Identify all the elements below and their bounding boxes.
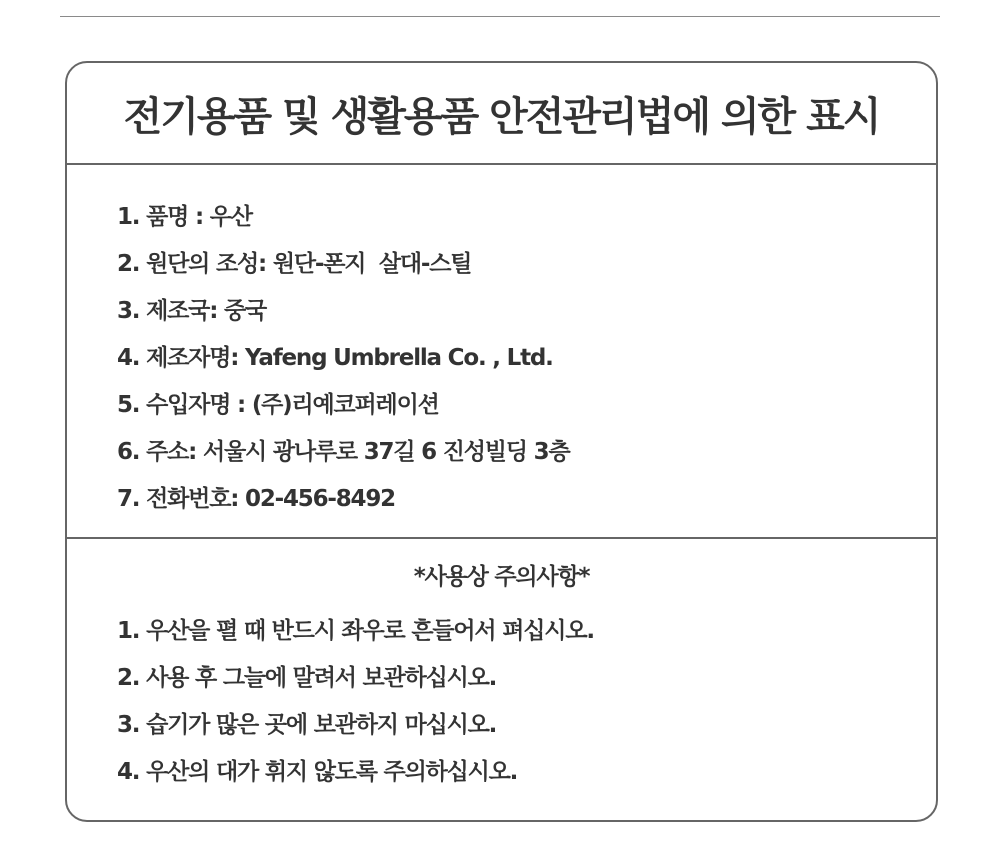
info-item-material: 2. 원단의 조성: 원단-폰지 살대-스틸	[117, 251, 472, 277]
info-item-phone: 7. 전화번호: 02-456-8492	[117, 486, 395, 512]
info-item-product-name: 1. 품명 : 우산	[117, 204, 252, 230]
top-divider-line	[60, 16, 940, 17]
product-info-list	[117, 194, 569, 523]
caution-item: 3. 습기가 많은 곳에 보관하지 마십시오.	[117, 712, 497, 738]
caution-item: 2. 사용 후 그늘에 말려서 보관하십시오.	[117, 665, 497, 691]
info-item-country: 3. 제조국: 중국	[117, 298, 267, 324]
caution-heading: *사용상 주의사항*	[413, 564, 590, 590]
title-divider	[65, 163, 938, 165]
label-title-row	[67, 63, 936, 164]
safety-label-box	[65, 61, 938, 822]
info-item-manufacturer: 4. 제조자명: Yafeng Umbrella Co. , Ltd.	[117, 345, 553, 371]
caution-divider	[65, 537, 938, 539]
label-title: 전기용품 및 생활용품 안전관리법에 의한 표시	[123, 94, 880, 140]
caution-item: 1. 우산을 펼 때 반드시 좌우로 흔들어서 펴십시오.	[117, 618, 594, 644]
caution-item: 4. 우산의 대가 휘지 않도록 주의하십시오.	[117, 759, 518, 785]
caution-list	[117, 608, 594, 796]
info-item-importer: 5. 수입자명 : (주)리예코퍼레이션	[117, 392, 439, 418]
info-item-address: 6. 주소: 서울시 광나루로 37길 6 진성빌딩 3층	[117, 439, 570, 465]
